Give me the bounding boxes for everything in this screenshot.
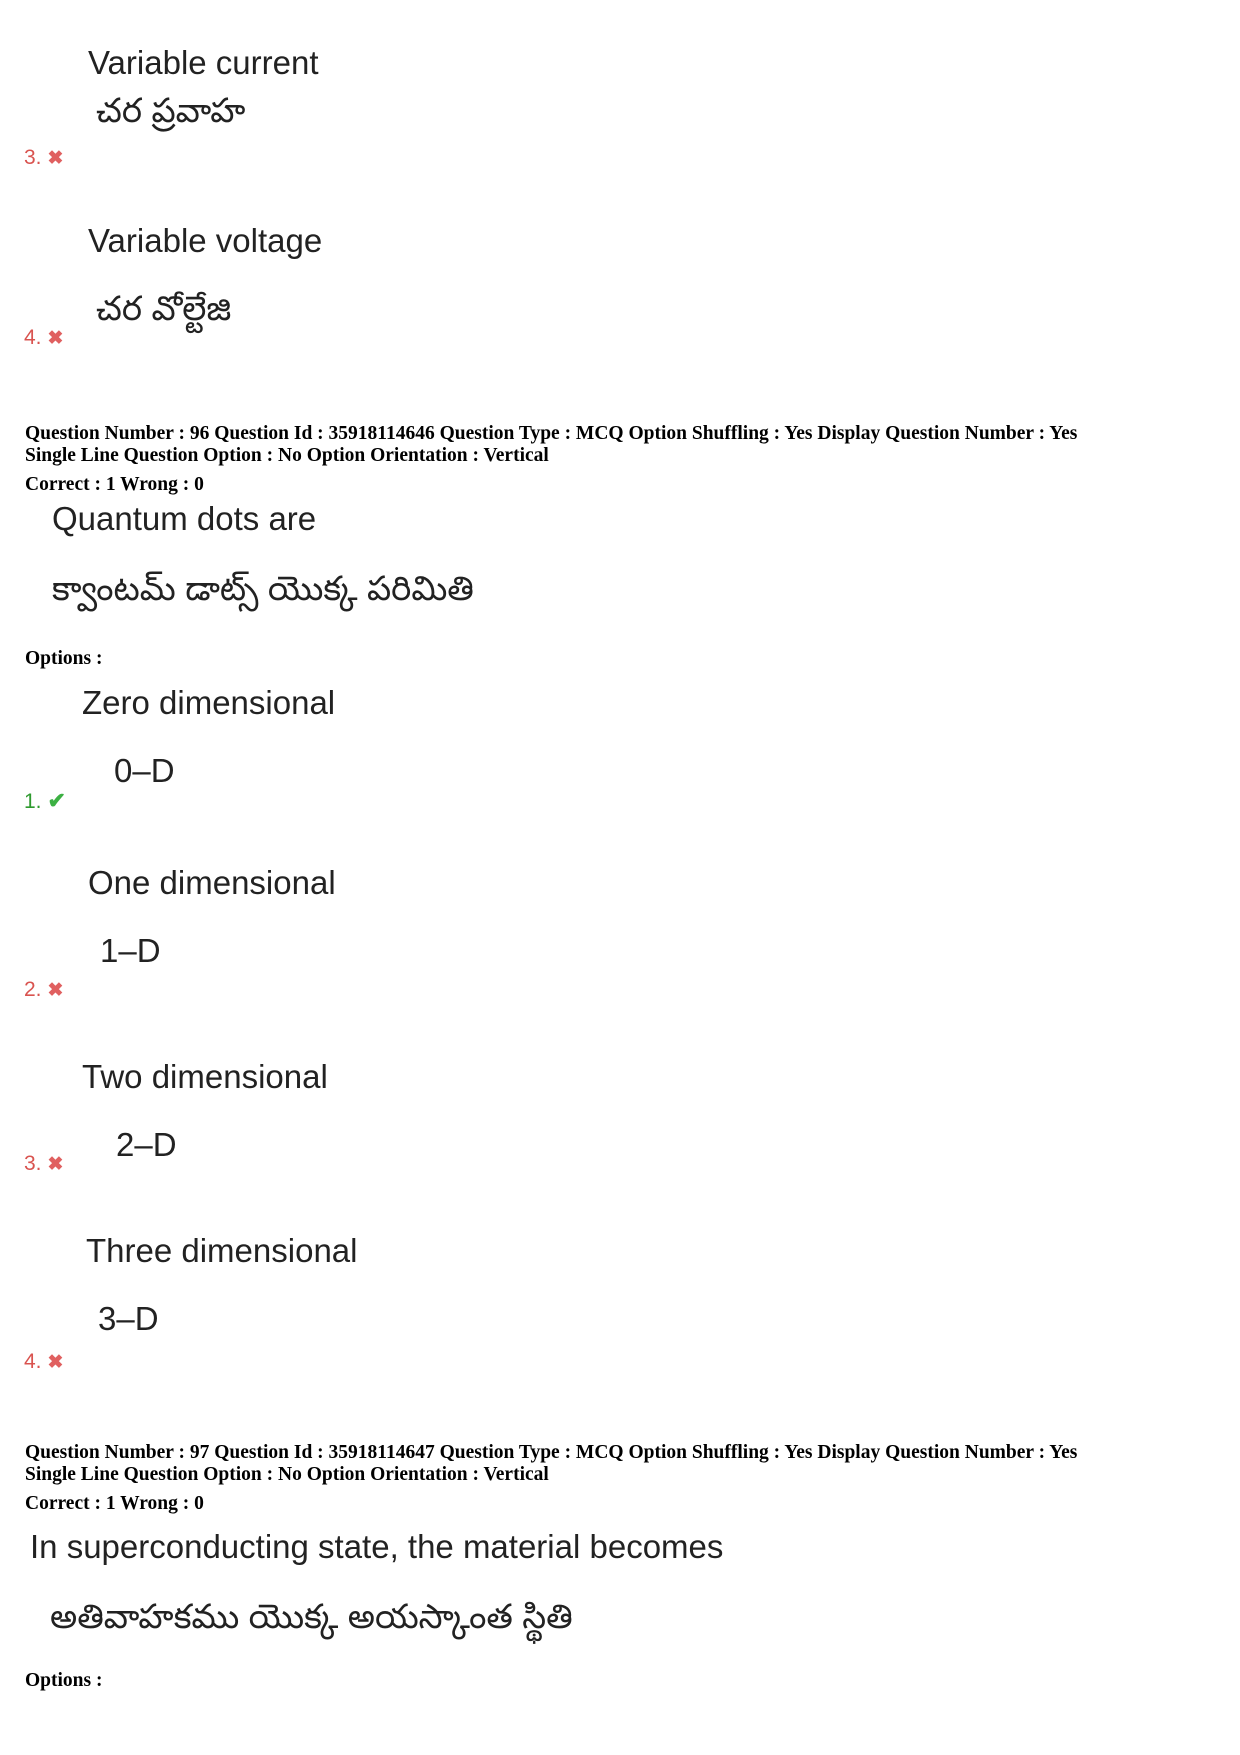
question-meta-line1: Question Number : 97 Question Id : 35918114647 Question Type : MCQ Option Shuffling : Yes Display Question Number : Yes	[25, 1442, 1078, 1463]
option-number: 3.	[24, 146, 42, 169]
wrong-mark-icon: ✖	[47, 1154, 64, 1175]
option-code: 3–D	[98, 1300, 159, 1337]
option-telugu: చర ప్రవాహ	[96, 92, 246, 130]
option-english: Two dimensional	[82, 1058, 328, 1095]
option-number-row	[24, 146, 63, 170]
option-number-row	[24, 978, 63, 1002]
question-telugu: అతివాహకము యొక్క అయస్కాంత స్థితి	[50, 1598, 573, 1636]
option-code: 2–D	[116, 1126, 177, 1163]
wrong-mark-icon: ✖	[47, 980, 64, 1001]
option-telugu: చర వోల్టేజి	[96, 290, 232, 328]
option-number-row	[24, 788, 66, 814]
question-score: Correct : 1 Wrong : 0	[25, 1493, 204, 1514]
wrong-mark-icon: ✖	[47, 1352, 64, 1373]
option-number: 2.	[24, 978, 42, 1001]
question-score: Correct : 1 Wrong : 0	[25, 474, 204, 495]
option-code: 0–D	[114, 752, 175, 789]
question-english: In superconducting state, the material becomes	[30, 1528, 724, 1565]
option-number: 1.	[24, 790, 42, 813]
option-english: Variable voltage	[88, 222, 323, 259]
option-english: Variable current	[88, 44, 319, 81]
question-english: Quantum dots are	[52, 500, 317, 537]
option-code: 1–D	[100, 932, 161, 969]
question-meta-line2: Single Line Question Option : No Option Orientation : Vertical	[25, 1464, 549, 1485]
option-english: Three dimensional	[86, 1232, 358, 1269]
option-number-row	[24, 1152, 63, 1176]
options-label: Options :	[25, 648, 103, 669]
option-english: One dimensional	[88, 864, 336, 901]
options-label: Options :	[25, 1670, 103, 1691]
question-meta-line1: Question Number : 96 Question Id : 35918114646 Question Type : MCQ Option Shuffling : Yes Display Question Number : Yes	[25, 423, 1078, 444]
question-meta-line2: Single Line Question Option : No Option Orientation : Vertical	[25, 445, 549, 466]
question-telugu: క్వాంటమ్ డాట్స్ యొక్క పరిమితి	[52, 570, 474, 608]
option-number: 3.	[24, 1152, 42, 1175]
option-number-row	[24, 1350, 63, 1374]
option-number: 4.	[24, 326, 42, 349]
option-number: 4.	[24, 1350, 42, 1373]
correct-check-icon: ✔	[47, 788, 66, 813]
wrong-mark-icon: ✖	[47, 148, 64, 169]
option-english: Zero dimensional	[82, 684, 336, 721]
wrong-mark-icon: ✖	[47, 328, 64, 349]
option-number-row	[24, 326, 63, 350]
